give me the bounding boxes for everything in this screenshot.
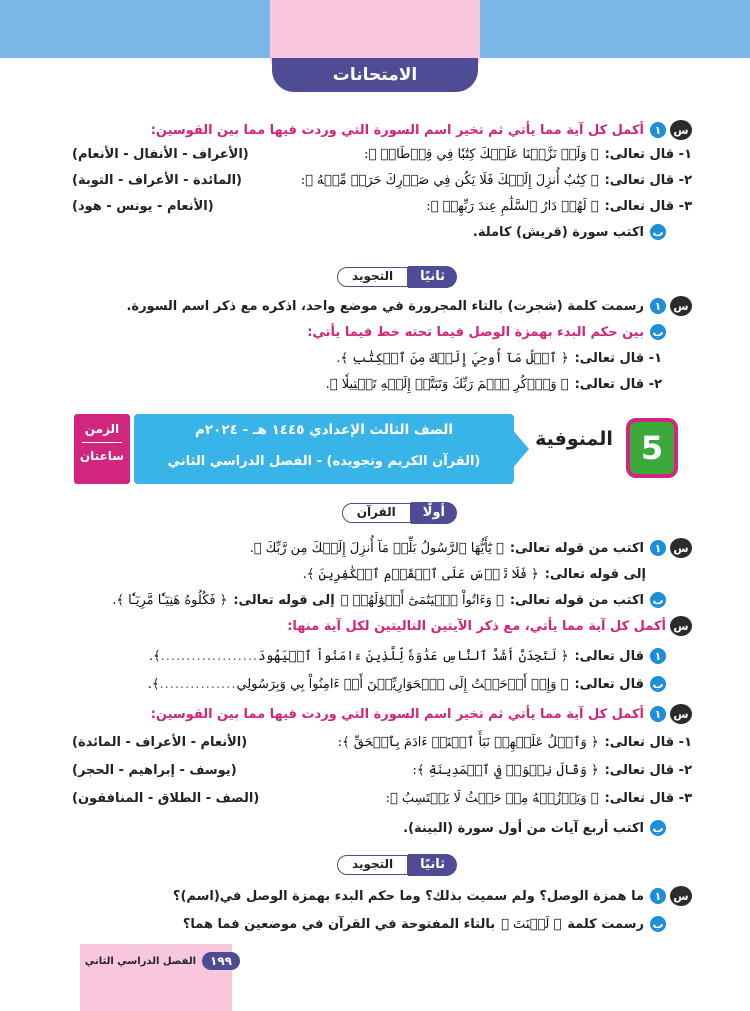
item-label: ٣- قال تعالى: <box>604 790 692 806</box>
blank-dots: ............... <box>159 676 237 692</box>
ayah-text: ﴿ يَٰٓأَيُّهَا ٱلرَّسُولُ بَلِّغۡ مَآ أُنزِلَ إِلَيۡكَ مِن رَّبِّكَ ﴾. <box>249 540 504 556</box>
ayah-text: ﴿ فَكُلُوهُ هَنِيٓـٔٗا مَّرِيٓـٔٗا ﴾. <box>112 592 228 608</box>
item-number: ١ <box>650 540 666 556</box>
ayah-text: ﴿ وَقَالَ نِسۡوَةٞ فِي ٱلۡمَدِينَةِ ﴾: <box>412 762 599 778</box>
question-marker: س <box>670 120 692 140</box>
ayah-text: ﴿ كِتَٰبٌ أُنزِلَ إِلَيۡكَ فَلَا يَكُن فِي صَدۡرِكَ حَرَجٞ مِّنۡهُ ﴾: <box>300 172 599 188</box>
ayah-text: ﴿ وَإِذۡ أَوۡحَيۡتُ إِلَى ٱلۡحَوَارِيِّـۧنَ أَنۡ ءَامِنُواْ بِي وَبِرَسُولِي <box>236 676 569 692</box>
item-number: ب <box>650 676 666 692</box>
question-marker: س <box>670 296 692 316</box>
ayah-text: ﴿ لَهُمۡ دَارُ ٱلسَّلَٰمِ عِندَ رَبِّهِمۡ ﴾: <box>426 198 599 214</box>
pill-title: القرآن <box>342 503 411 523</box>
time-label: الزمن <box>84 422 120 436</box>
question-1 <box>72 536 692 560</box>
question-text: ما همزة الوصل؟ ولم سميت بذلك؟ وما حكم البدء بهمزة الوصل في(اسم)؟ <box>172 888 644 904</box>
pill-number: ثانيًا <box>408 266 457 288</box>
ayah-text: ﴿ وَلَوۡ نَزَّلۡنَا عَلَيۡكَ كِتَٰبٗا فِي قِرۡطَاسٖ ﴾: <box>364 146 599 162</box>
section-banner: الامتحانات <box>272 58 478 92</box>
question-3 <box>72 702 692 726</box>
tajweed-pill <box>337 266 457 288</box>
sub-marker-b: ب <box>650 224 666 240</box>
governorate-name: المنوفية <box>535 428 613 450</box>
question-1b <box>72 588 692 612</box>
item-number: ١ <box>650 298 666 314</box>
question-text: رسمت كلمة <box>567 916 644 932</box>
question-text: رسمت كلمة (شجرت) بالتاء المجرورة في موضع واحد، اذكره مع ذكر اسم السورة. <box>126 298 644 314</box>
question-text: اكتب سورة (قريش) كاملة. <box>472 224 644 240</box>
list-item <box>72 142 692 166</box>
item-label: قال تعالى: <box>574 648 644 664</box>
list-item <box>72 168 692 192</box>
item-label: ٣- قال تعالى: <box>604 198 692 214</box>
question-4b <box>72 912 692 936</box>
pill-title: التجويد <box>337 855 408 875</box>
list-item <box>72 758 692 782</box>
ayah-text: ﴿ وَٱتۡلُ عَلَيۡهِمۡ نَبَأَ ٱبۡنَيۡ ءَادَمَ بِٱلۡحَقِّ ﴾: <box>337 734 599 750</box>
question-text: اكتب أربع آيات من أول سورة (البينة). <box>403 820 644 836</box>
item-label: قال تعالى: <box>574 676 644 692</box>
list-item <box>72 730 692 754</box>
sub-marker-b: ب <box>650 324 666 340</box>
item-number: ١ <box>650 122 666 138</box>
question-2b <box>72 320 692 344</box>
sub-marker-b: ب <box>650 916 666 932</box>
ayah-text: ﴿ لَعۡنَتَ ﴾ <box>501 916 562 932</box>
question-text: أكمل كل آية مما يأتي ثم تخير اسم السورة التي وردت فيها مما بين القوسين: <box>150 122 644 138</box>
pill-number: ثانيًا <box>408 854 457 876</box>
question-text: بين حكم البدء بهمزة الوصل فيما تحته خط فيما يأتي: <box>307 324 644 340</box>
options: (الأنعام - الأعراف - المائدة) <box>72 734 248 750</box>
question-marker: س <box>670 616 692 636</box>
ayah-end: ﴾. <box>147 676 160 692</box>
pill-number: أولًا <box>411 502 457 524</box>
ayah-text: ﴿ ٱتۡلُ مَآ أُوحِيَ إِلَيۡكَ مِنَ ٱلۡكِتَٰبِ ﴾. <box>336 350 569 366</box>
item-label: ١- قال تعالى: <box>604 734 692 750</box>
list-item <box>72 672 692 696</box>
quran-pill <box>342 502 457 524</box>
list-item <box>72 786 692 810</box>
tajweed-pill <box>337 854 457 876</box>
time-box <box>74 414 130 484</box>
options: (الأنعام - يونس - هود) <box>72 198 214 214</box>
ayah-text: ﴿ وَيَرۡزُقۡهُ مِنۡ حَيۡثُ لَا يَحۡتَسِبُ ﴾: <box>385 790 599 806</box>
options: (الصف - الطلاق - المنافقون) <box>72 790 260 806</box>
question-1-cont <box>72 562 692 586</box>
question-text: اكتب من قوله تعالى: <box>509 592 644 608</box>
list-item <box>72 372 692 396</box>
options: (المائدة - الأعراف - التوبة) <box>72 172 242 188</box>
item-label: ١- قال تعالى: <box>574 350 662 366</box>
question-1b <box>72 220 692 244</box>
blank-dots: ................... <box>160 648 259 664</box>
list-item <box>72 346 692 370</box>
term-label: الفصل الدراسي الثاني <box>84 955 197 967</box>
options: (يوسف - إبراهيم - الحجر) <box>72 762 237 778</box>
question-1 <box>72 118 692 142</box>
question-text: بالتاء المفتوحة في القرآن في موضعين فما هما؟ <box>182 916 496 932</box>
exam-header <box>74 410 678 486</box>
item-label: ٢- قال تعالى: <box>604 762 692 778</box>
question-3b <box>72 816 692 840</box>
pill-title: التجويد <box>337 267 408 287</box>
question-marker: س <box>670 538 692 558</box>
question-text: أكمل كل آية مما يأتي، مع ذكر الآيتين التاليتين لكل آية منها: <box>287 618 666 634</box>
list-item <box>72 644 692 668</box>
item-label: ٢- قال تعالى: <box>604 172 692 188</box>
question-text: إلى قوله تعالى: <box>233 592 335 608</box>
question-4 <box>72 884 692 908</box>
ayah-text: ﴿ لَتَجِدَنَّ أَشَدَّ ٱلنَّاسِ عَدَٰوَةٗ لِّلَّذِينَ ءَامَنُواْ ٱلۡيَهُودَ <box>258 648 569 664</box>
time-value: ساعتان <box>79 449 125 463</box>
ayah-end: ﴾. <box>148 648 161 664</box>
question-2 <box>72 614 692 638</box>
question-text: اكتب من قوله تعالى: <box>509 540 644 556</box>
question-marker: س <box>670 886 692 906</box>
item-number: ١ <box>650 888 666 904</box>
item-label: ٢- قال تعالى: <box>574 376 662 392</box>
question-text: إلى قوله تعالى: <box>544 566 646 582</box>
ayah-text: ﴿ فَلَا تَأۡسَ عَلَى ٱلۡقَوۡمِ ٱلۡكَٰفِرِينَ ﴾. <box>302 566 539 582</box>
question-marker: س <box>670 704 692 724</box>
item-number: ١ <box>650 648 666 664</box>
options: (الأعراف - الأنفال - الأنعام) <box>72 146 249 162</box>
time-divider <box>82 442 122 443</box>
exam-line-2: (القرآن الكريم وتجويده) - الفصل الدراسي الثاني <box>167 454 481 469</box>
page-number: ١٩٩ <box>202 952 240 970</box>
exam-line-1: الصف الثالث الإعدادي ١٤٤٥ هـ - ٢٠٢٤م <box>195 422 453 438</box>
exam-number: 5 <box>626 418 678 478</box>
sub-marker-b: ب <box>650 820 666 836</box>
ayah-text: ﴿ وَءَاتُواْ ٱلۡيَتَٰمَىٰٓ أَمۡوَٰلَهُمۡ ﴾ <box>340 592 504 608</box>
item-number: ١ <box>650 706 666 722</box>
ayah-text: ﴿ وَٱذۡكُرِ ٱسۡمَ رَبِّكَ وَتَبَتَّلۡ إِلَيۡهِ تَبۡتِيلٗا ﴾. <box>325 376 569 392</box>
question-2 <box>72 294 692 318</box>
list-item <box>72 194 692 218</box>
item-label: ١- قال تعالى: <box>604 146 692 162</box>
page-footer <box>80 952 240 970</box>
sub-marker-b: ب <box>650 592 666 608</box>
question-text: أكمل كل آية مما يأتي ثم تخير اسم السورة التي وردت فيها مما بين القوسين: <box>150 706 644 722</box>
